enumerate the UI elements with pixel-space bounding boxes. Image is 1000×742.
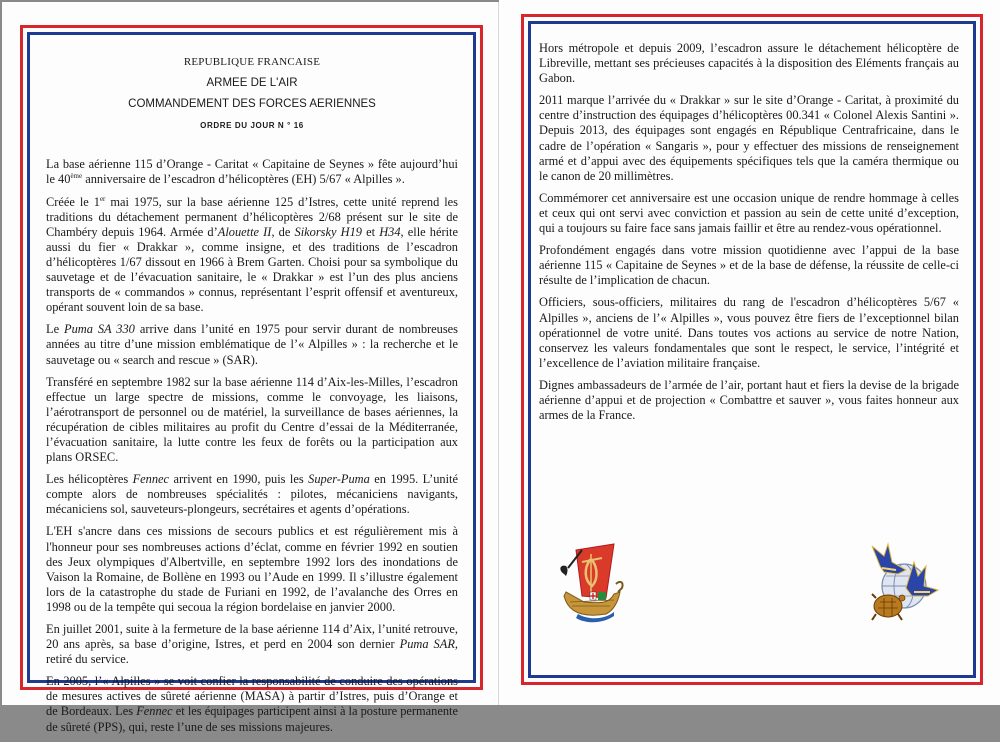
paragraph: Hors métropole et depuis 2009, l’escadron assure le détachement hélicoptère de Libreville, mettant ses précieuses capacités à la disposition des Eléments français au Gabon. — [539, 41, 959, 86]
paragraph: Profondément engagés dans votre mission quotidienne avec l’appui de la base aérienne 115 « Capitaine de Seynes » et de la base de défense, la réussite de celle-ci résulte de l’implication de chacun. — [539, 243, 959, 288]
paragraph: La base aérienne 115 d’Orange - Caritat « Capitaine de Seynes » fête aujourd’hui le 40ème anniversaire de l’escadron d’hélicoptères (EH) 5/67 « Alpilles ». — [46, 157, 458, 187]
globe-birds-turtle-insignia-icon — [862, 540, 942, 624]
header-republique: REPUBLIQUE FRANCAISE — [183, 56, 321, 68]
paragraph: Créée le 1er mai 1975, sur la base aérienne 125 d’Istres, cette unité reprend les traditions du détachement permanent d’hélicoptères 2/68 présent sur le site de Chambéry depuis 1964. Armée d’Alouette II, de Sikorsky H19 et H34, elle hérite aussi du fier « Drakkar », comme insigne, et des traditions de l’escadron d’hélicoptères 1/67 dissout en 1966 à Brem Garten. Choisi pour sa symbolique du sauvetage et de l’évacuation sanitaire, le « Drakkar » est l’un des plus anciens transports de « commandos » connus, représentant l’esprit offensif et aventureux, opérant souvent loin de sa base. — [46, 194, 458, 315]
paragraph: L'EH s'ancre dans ces missions de secours publics et est régulièrement mis à l'honneur pour ses nombreuses actions d’éclat, comme en février 1992 en soutien des Jeux olympiques d'Albertville, en septembre 1992 lors des inondations de Vaison la Romaine, de Bollène en 1993 ou l’Aude en 1999. Il s’illustre également lors de la catastrophe du stade de Furiani en 1992, de l’avalanche des Orres en 1998 ou de la tempête qui secoua la région bordelaise en janvier 2000. — [46, 524, 458, 614]
header-ordre-du-jour: ORDRE DU JOUR N ° 16 — [200, 121, 304, 131]
document-header — [46, 55, 458, 133]
paragraph: Transféré en septembre 1982 sur la base aérienne 114 d’Aix-les-Milles, l’escadron effectue un large spectre de missions, comme le convoyage, les liaisons, l’aérotransport de personnel ou de matériel, la surveillance de bases aériennes, la récupération de cibles militaires au profit du Centre d’essai de la Méditerranée, l’évacuation sanitaire, la lutte contre les feux de forêts ou la participation aux plans ORSEC. — [46, 374, 458, 465]
paragraph: 2011 marque l’arrivée du « Drakkar » sur le site d’Orange - Caritat, à proximité du centre d’instruction des équipages d’hélicoptères 00.341 « Colonel Alexis Santini ». Depuis 2013, des équipages sont engagés en République Centrafricaine, dans le cadre de l’opération « Sangaris », pour y effectuer des missions de renseignement armé et d’appui avec des équipements spécifiques tels que la caméra thermique ou le canon de 20 millimètres. — [539, 93, 959, 183]
right-page-content — [539, 41, 959, 430]
paragraph: Le Puma SA 330 arrive dans l’unité en 1975 pour servir durant de nombreuses années au titre d’une mission emblématique de l’« Alpilles » : la recherche et le sauvetage ou « search and rescue » (SAR). — [46, 322, 459, 367]
paragraph: En juillet 2001, suite à la fermeture de la base aérienne 114 d’Aix, l’unité retrouve, 20 ans après, sa base d’origine, Istres, et perd en 2004 son dernier Puma SAR, retiré du service. — [46, 622, 458, 667]
paragraph: Dignes ambassadeurs de l’armée de l’air, portant haut et fiers la devise de la brigade aérienne d’appui et de projection « Combattre et sauver », vous faites honneur aux armes de la France. — [539, 377, 959, 423]
header-commandement: COMMANDEMENT DES FORCES AERIENNES — [128, 98, 376, 111]
paragraph: Les hélicoptères Fennec arrivent en 1990, puis les Super-Puma en 1995. L’unité compte alors de nombreuses spécialités : pilotes, mécaniciens navigants, mécaniciens sol, sauveteurs-plongeurs, secrétaires et agents d’opérations. — [46, 472, 458, 517]
paragraph: En 2005, l’« Alpilles » se voit confier la responsabilité de conduire des opérations de mesures actives de sûreté aérienne (MASA) à partir d’Istres, puis d’Orange et de Bordeaux. Les Fennec et les équipages participent ainsi à la posture permanente de sûreté (PPS), qui, reste l’une de ses missions majeures. — [46, 674, 458, 734]
right-page — [499, 0, 1000, 705]
left-page — [2, 2, 499, 734]
drakkar-insignia-icon — [554, 540, 626, 624]
header-armee: ARMEE DE L'AIR — [206, 77, 298, 90]
paragraph: Commémorer cet anniversaire est une occasion unique de rendre hommage à celles et ceux qui ont servi avec conviction et passion au sein de cette unité d’exception, qui a toujours su faire face sans jamais faillir et être au rendez-vous opérationnel. — [539, 190, 959, 236]
left-page-content — [46, 55, 458, 742]
paragraph: Officiers, sous-officiers, militaires du rang de l'escadron d’hélicoptères 5/67 « Alpilles », anciens de l’« Alpilles », vous pouvez être fiers de l’exceptionnel bilan opérationnel de votre unité. Dans toutes vos actions au service de notre Nation, conservez les valeurs fondamentales que sont le respect, le service, l’intégrité et l’excellence de l’aviation militaire française. — [539, 295, 959, 370]
